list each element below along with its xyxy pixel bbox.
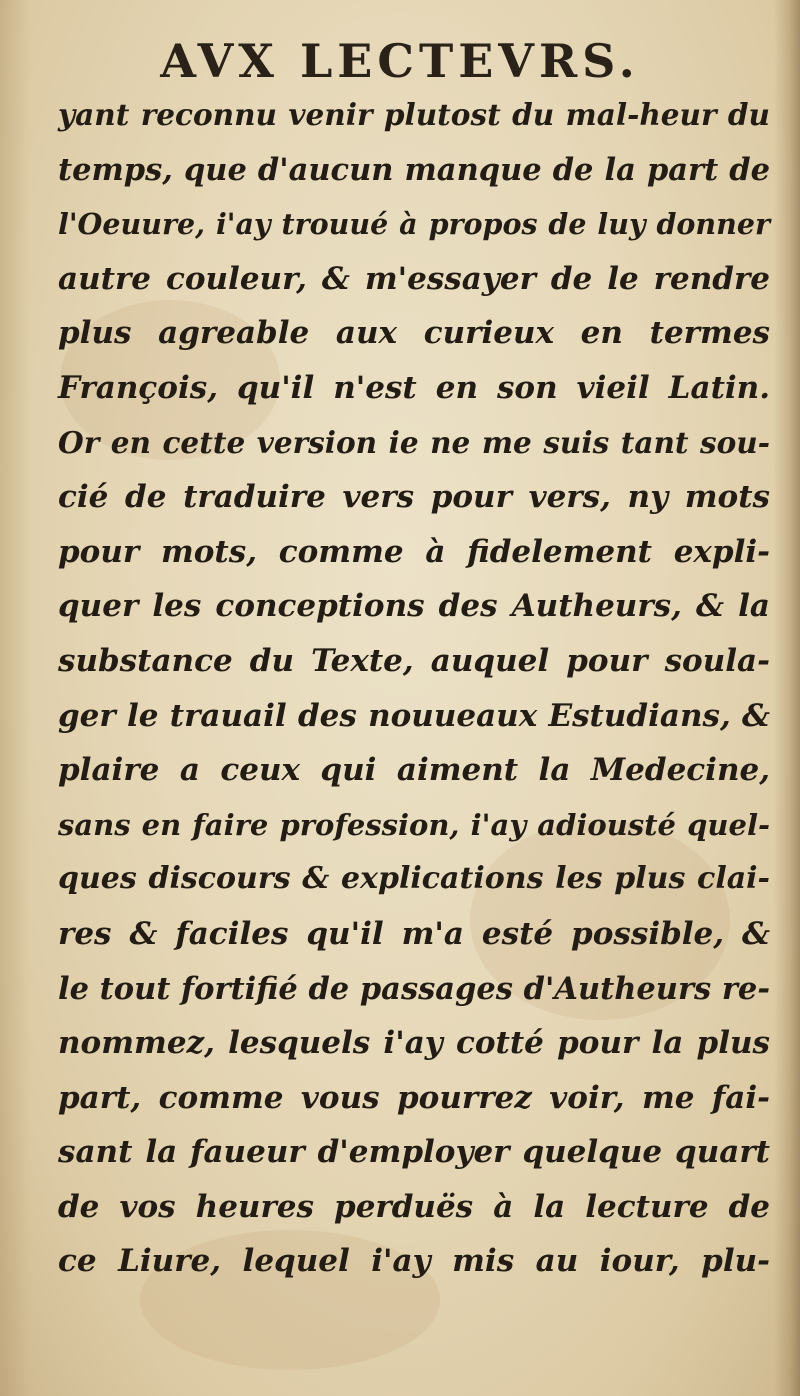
text-line: le tout fortifié de passages d'Autheurs re-	[58, 970, 770, 1007]
text-line: plaire a ceux qui aiment la Medecine,	[58, 752, 770, 789]
text-line: ce Liure, lequel i'ay mis au iour, plu-	[58, 1243, 770, 1280]
text-line: ger le trauail des nouueaux Estudians, &	[58, 697, 770, 734]
text-line: temps, que d'aucun manque de la part de	[58, 151, 770, 188]
text-line: François, qu'il n'est en son vieil Latin.	[58, 369, 770, 406]
text-line: part, comme vous pourrez voir, me fai-	[58, 1079, 770, 1116]
text-line: res & faciles qu'il m'a esté possible, &	[58, 915, 770, 952]
text-line: ques discours & explications les plus clai-	[58, 861, 770, 897]
text-line: Or en cette version ie ne me suis tant sou-	[58, 424, 770, 460]
page-edge-right	[774, 0, 800, 1396]
text-line: sans en faire profession, i'ay adiousté quel-	[58, 807, 770, 842]
page-heading: AVX LECTEVRS.	[160, 34, 640, 88]
text-line: pour mots, comme à fidelement expli-	[58, 533, 770, 570]
body-text	[58, 88, 770, 1289]
text-line: cié de traduire vers pour vers, ny mots	[58, 479, 770, 516]
text-line: substance du Texte, auquel pour soula-	[58, 642, 770, 679]
text-line: de vos heures perduës à la lecture de	[58, 1188, 770, 1225]
text-line: l'Oeuure, i'ay trouué à propos de luy donner	[58, 207, 770, 242]
text-line: autre couleur, & m'essayer de le rendre	[58, 260, 770, 297]
text-line: plus agreable aux curieux en termes	[58, 315, 770, 352]
text-line: nommez, lesquels i'ay cotté pour la plus	[58, 1025, 770, 1062]
text-line: yant reconnu venir plutost du mal-heur du	[58, 97, 770, 132]
text-line: sant la faueur d'employer quelque quart	[58, 1134, 770, 1171]
text-line: quer les conceptions des Autheurs, & la	[58, 588, 770, 625]
page-edge-left	[0, 0, 30, 1396]
